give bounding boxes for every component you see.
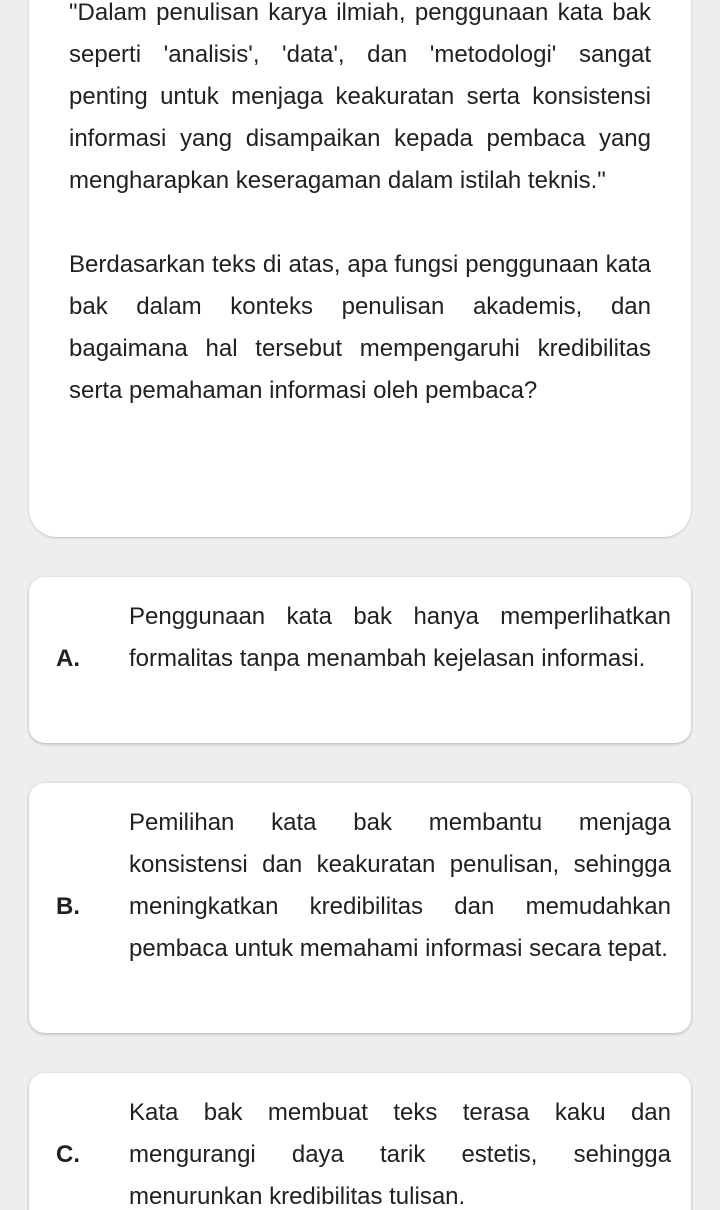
option-letter: C.	[56, 1141, 80, 1168]
question-prompt: Berdasarkan teks di atas, apa fungsi penggunaan kata bak dalam konteks penulisan akademis, dan bagaimana hal tersebut mempengaruhi kredibilitas serta pemahaman informasi oleh pembaca?	[69, 251, 651, 404]
answer-option-a[interactable]	[29, 577, 691, 743]
option-text: Kata bak membuat teks terasa kaku dan mengurangi daya tarik estetis, sehingga menurunkan kredibilitas tulisan.	[129, 1099, 671, 1210]
question-quote: "Dalam penulisan karya ilmiah, penggunaan kata bak seperti 'analisis', 'data', dan 'metodologi' sangat penting untuk menjaga keakuratan serta konsistensi informasi yang disampaikan kepada pembaca yang mengharapkan keseragaman dalam istilah teknis."	[69, 0, 651, 194]
option-text: Penggunaan kata bak hanya memperlihatkan formalitas tanpa menambah kejelasan informasi.	[129, 603, 671, 672]
option-letter: B.	[56, 893, 80, 920]
option-letter: A.	[56, 645, 80, 672]
option-text: Pemilihan kata bak membantu menjaga konsistensi dan keakuratan penulisan, sehingga meningkatkan kredibilitas dan memudahkan pembaca untuk memahami informasi secara tepat.	[129, 809, 671, 962]
question-card	[29, 0, 691, 537]
answer-option-b[interactable]	[29, 783, 691, 1033]
answer-option-c[interactable]	[29, 1073, 691, 1210]
